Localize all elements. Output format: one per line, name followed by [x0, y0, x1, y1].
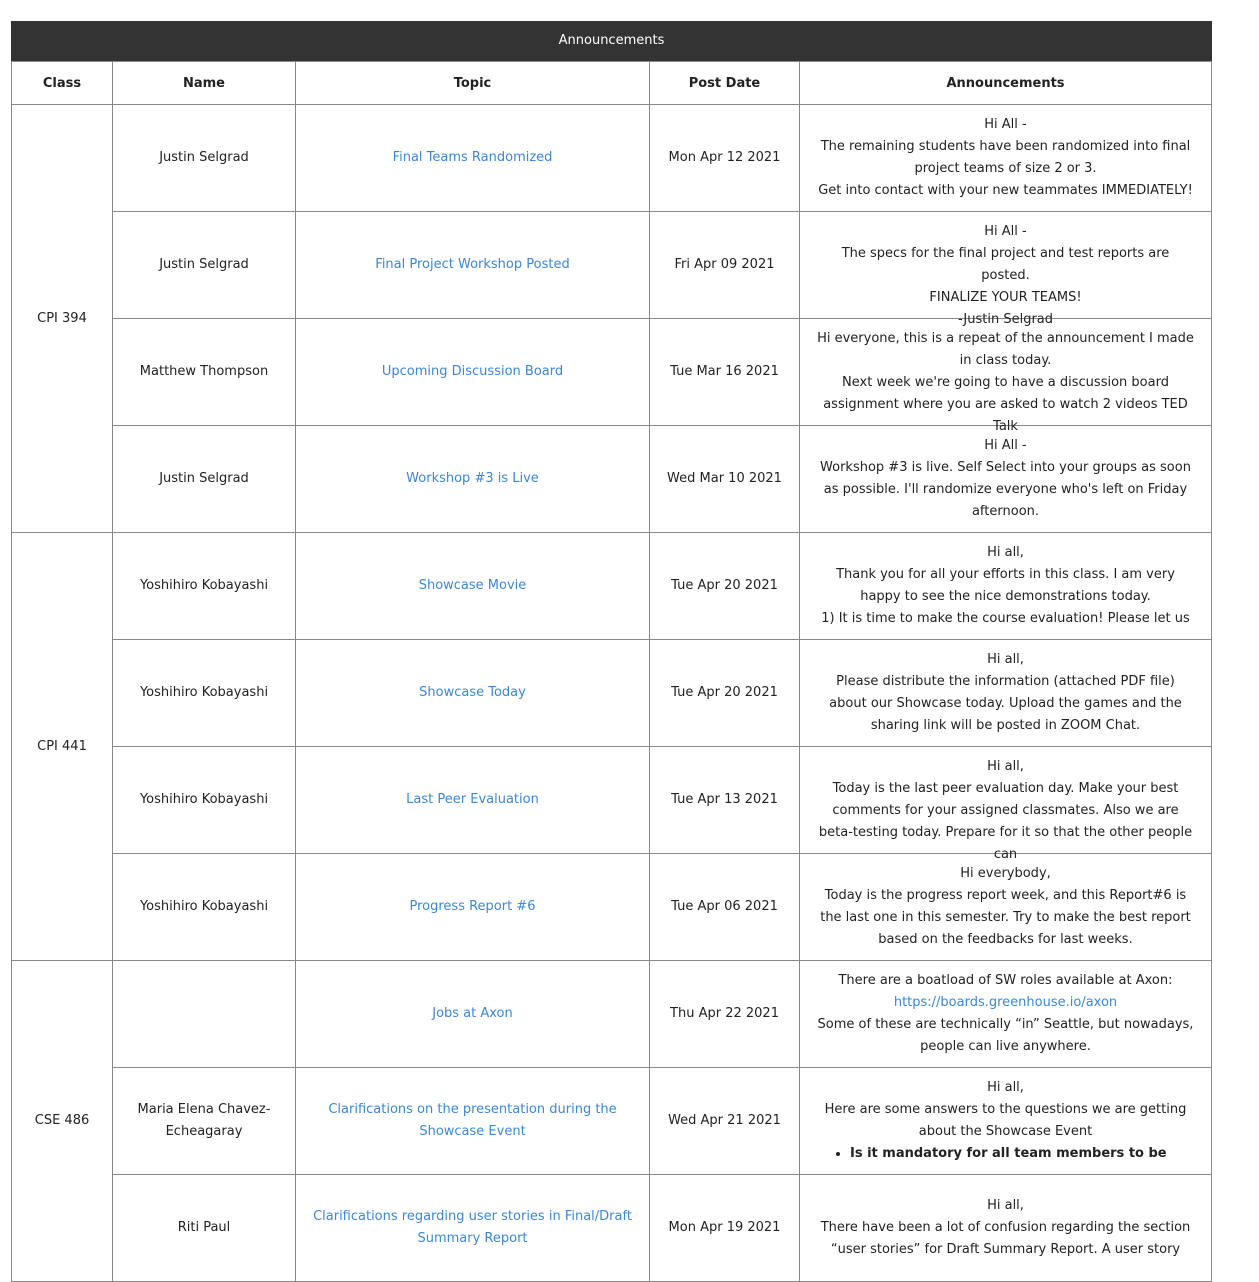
announcement-cell	[800, 319, 1212, 434]
name-cell: Justin Selgrad	[113, 426, 296, 533]
post-date-cell: Tue Apr 20 2021	[650, 533, 800, 640]
announcement-bullet-list	[816, 1143, 1195, 1165]
announcement-text	[816, 1195, 1195, 1261]
announcement-line: Hi all,	[987, 652, 1024, 667]
announcement-line: Hi All -	[984, 117, 1027, 132]
announcement-text	[816, 1077, 1195, 1165]
table-row	[12, 533, 1212, 640]
post-date-cell: Wed Mar 10 2021	[650, 426, 800, 533]
announcement-cell	[800, 533, 1212, 640]
class-cell: CPI 394	[12, 105, 113, 533]
post-date-cell: Tue Mar 16 2021	[650, 319, 800, 426]
topic-cell	[296, 105, 650, 212]
announcement-line: 1) It is time to make the course evaluation! Please let us	[821, 611, 1190, 626]
table-row	[12, 1175, 1212, 1282]
name-cell: Matthew Thompson	[113, 319, 296, 426]
name-cell: Yoshihiro Kobayashi	[113, 533, 296, 640]
name-cell: Riti Paul	[113, 1175, 296, 1282]
announcement-link-line	[816, 992, 1195, 1014]
column-header-name: Name	[113, 62, 296, 105]
announcement-text	[816, 970, 1195, 1058]
topic-link[interactable]: Showcase Today	[419, 685, 526, 700]
announcement-cell	[800, 212, 1212, 327]
announcement-line: Please distribute the information (attached PDF file) about our Showcase today. Upload the games and the sharing link will be posted in ZOOM Chat.	[829, 674, 1182, 733]
topic-cell	[296, 854, 650, 961]
announcement-line: Hi All -	[984, 224, 1027, 239]
post-date-cell: Wed Apr 21 2021	[650, 1068, 800, 1175]
announcement-line: Workshop #3 is live. Self Select into your groups as soon as possible. I'll randomize everyone who's left on Friday afternoon.	[820, 460, 1191, 519]
announcement-cell	[800, 961, 1212, 1068]
name-cell: Justin Selgrad	[113, 212, 296, 319]
name-cell	[113, 961, 296, 1068]
topic-link[interactable]: Clarifications on the presentation during the Showcase Event	[328, 1102, 617, 1139]
table-row	[12, 961, 1212, 1068]
class-cell: CSE 486	[12, 961, 113, 1282]
column-header-class: Class	[12, 62, 113, 105]
table-row	[12, 854, 1212, 961]
announcement-line: Today is the last peer evaluation day. Make your best comments for your assigned classmates. Also we are beta-testing today. Prepare for it so that the other people can	[818, 781, 1193, 862]
announcement-text	[816, 221, 1195, 327]
topic-link[interactable]: Jobs at Axon	[432, 1006, 513, 1021]
name-cell: Justin Selgrad	[113, 105, 296, 212]
post-date-cell: Tue Apr 13 2021	[650, 747, 800, 854]
post-date-cell: Mon Apr 12 2021	[650, 105, 800, 212]
table-body	[12, 105, 1212, 1282]
announcement-line: -Justin Selgrad	[957, 312, 1054, 327]
announcements-table	[11, 21, 1212, 1282]
announcement-line: There are a boatload of SW roles available at Axon:	[838, 973, 1173, 988]
name-cell: Yoshihiro Kobayashi	[113, 747, 296, 854]
table-row	[12, 105, 1212, 212]
announcement-line: Hi everybody,	[960, 866, 1051, 881]
table-row	[12, 1068, 1212, 1175]
announcement-line: The specs for the final project and test reports are posted.	[841, 246, 1170, 283]
table-row	[12, 426, 1212, 533]
column-header-announcements: Announcements	[800, 62, 1212, 105]
topic-link[interactable]: Workshop #3 is Live	[406, 471, 539, 486]
announcement-text	[816, 649, 1195, 737]
announcement-cell	[800, 747, 1212, 862]
topic-link[interactable]: Upcoming Discussion Board	[381, 364, 564, 379]
announcement-link[interactable]: https://boards.greenhouse.io/axon	[893, 995, 1118, 1010]
topic-cell	[296, 961, 650, 1068]
announcement-cell	[800, 426, 1212, 533]
announcement-line: Get into contact with your new teammates IMMEDIATELY!	[818, 183, 1193, 198]
announcements-table-container	[11, 21, 1211, 1282]
announcement-line: FINALIZE YOUR TEAMS!	[929, 290, 1082, 305]
announcement-text	[816, 863, 1195, 951]
post-date-cell: Mon Apr 19 2021	[650, 1175, 800, 1282]
announcement-line: Next week we're going to have a discussion board assignment where you are asked to watch 2 videos TED Talk	[823, 375, 1188, 434]
name-cell: Maria Elena Chavez-Echeagaray	[113, 1068, 296, 1175]
announcement-line: Some of these are technically “in” Seattle, but nowadays, people can live anywhere.	[817, 1017, 1194, 1054]
topic-link[interactable]: Progress Report #6	[409, 899, 536, 914]
announcement-bullet-item: • Is it mandatory for all team members to be	[850, 1143, 1195, 1165]
topic-cell	[296, 319, 650, 426]
announcement-line: There have been a lot of confusion regarding the section “user stories” for Draft Summary Report. A user story	[820, 1220, 1191, 1257]
topic-cell	[296, 640, 650, 747]
announcement-line: Hi everyone, this is a repeat of the announcement I made in class today.	[817, 331, 1194, 368]
announcement-text	[816, 114, 1195, 202]
announcement-line: Hi all,	[987, 759, 1024, 774]
class-cell: CPI 441	[12, 533, 113, 961]
announcement-line: Hi all,	[987, 545, 1024, 560]
name-cell: Yoshihiro Kobayashi	[113, 854, 296, 961]
topic-cell	[296, 1068, 650, 1175]
column-header-post-date: Post Date	[650, 62, 800, 105]
announcement-line: Hi all,	[987, 1198, 1024, 1213]
topic-cell	[296, 533, 650, 640]
name-cell: Yoshihiro Kobayashi	[113, 640, 296, 747]
table-row	[12, 640, 1212, 747]
announcement-line: Here are some answers to the questions we are getting about the Showcase Event	[824, 1102, 1187, 1139]
table-row	[12, 319, 1212, 426]
announcement-cell	[800, 854, 1212, 961]
topic-cell	[296, 1175, 650, 1282]
announcement-cell	[800, 640, 1212, 747]
announcement-cell	[800, 105, 1212, 212]
announcement-line: Hi All -	[984, 438, 1027, 453]
topic-link[interactable]: Final Project Workshop Posted	[375, 257, 570, 272]
header-row	[12, 62, 1212, 105]
announcement-cell	[800, 1175, 1212, 1282]
table-row	[12, 212, 1212, 319]
announcement-text	[816, 435, 1195, 523]
announcement-text	[816, 542, 1195, 630]
announcement-line: Thank you for all your efforts in this class. I am very happy to see the nice demonstrations today.	[836, 567, 1175, 604]
topic-link[interactable]: Last Peer Evaluation	[406, 792, 539, 807]
post-date-cell: Thu Apr 22 2021	[650, 961, 800, 1068]
post-date-cell: Tue Apr 20 2021	[650, 640, 800, 747]
topic-link[interactable]: Final Teams Randomized	[392, 150, 553, 165]
announcement-cell	[800, 1068, 1212, 1175]
topic-link[interactable]: Clarifications regarding user stories in Final/Draft Summary Report	[313, 1209, 632, 1246]
post-date-cell: Fri Apr 09 2021	[650, 212, 800, 319]
column-header-topic: Topic	[296, 62, 650, 105]
table-caption: Announcements	[11, 21, 1212, 61]
announcement-line: The remaining students have been randomized into final project teams of size 2 or 3.	[820, 139, 1191, 176]
table-row	[12, 747, 1212, 854]
announcement-text	[816, 328, 1195, 434]
post-date-cell: Tue Apr 06 2021	[650, 854, 800, 961]
topic-cell	[296, 426, 650, 533]
announcement-line: Hi all,	[987, 1080, 1024, 1095]
announcement-line: Today is the progress report week, and this Report#6 is the last one in this semester. Try to make the best report based on the feedbacks for last weeks.	[820, 888, 1191, 947]
topic-cell	[296, 212, 650, 319]
topic-link[interactable]: Showcase Movie	[418, 578, 527, 593]
announcement-text	[816, 756, 1195, 862]
topic-cell	[296, 747, 650, 854]
